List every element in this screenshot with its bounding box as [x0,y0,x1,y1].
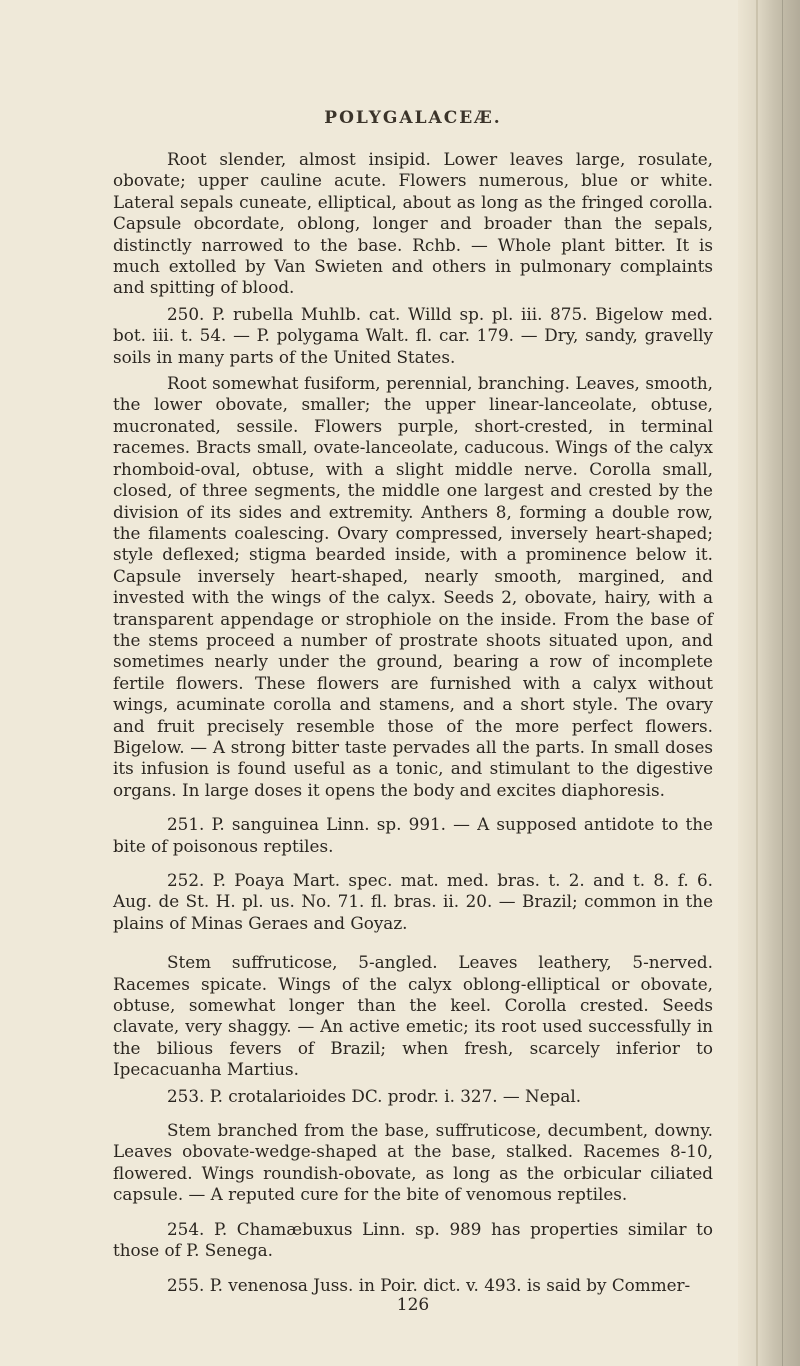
entry-255-venenosa: 255. P. venenosa Juss. in Poir. dict. v. 493. is said by Commer- [167,1274,691,1295]
page-edge-shadow [738,0,800,1366]
running-head: POLYGALACEÆ. [324,108,502,128]
entry-252-poaya: 252. P. Poaya Mart. spec. mat. med. bras. t. 2. and t. 8. f. 6. Aug. de St. H. pl. us. No. 71. fl. bras. ii. 20. — Brazil; common in the plains of Minas Geraes and Goyaz. [113,870,713,933]
entry-254-chamaebuxus: 254. P. Chamæbuxus Linn. sp. 989 has properties similar to those of P. Senega. [113,1218,713,1261]
entry-253-crotalarioides: 253. P. crotalarioides DC. prodr. i. 327. — Nepal. [167,1085,582,1106]
paragraph-rchb-description: Root slender, almost insipid. Lower leaves large, rosulate, obovate; upper cauline acute. Flowers numerous, blue or white. Lateral sepals cuneate, elliptical, about as long as the fringed corolla. Capsule obcordate, oblong, longer and broader than the sepals, distinctly narrowed to the base. Rchb. — Whole plant bitter. It is much extolled by Van Swieten and others in pulmonary complaints and spitting of blood. [113,149,713,298]
paragraph-poaya-description: Stem suffruticose, 5-angled. Leaves leathery, 5-nerved. Racemes spicate. Wings of the calyx oblong-elliptical or obovate, obtuse, somewhat longer than the keel. Corolla crested. Seeds clavate, very shaggy. — An active emetic; its root used successfully in the bilious fevers of Brazil; when fresh, scarcely inferior to Ipecacuanha Martius. [113,952,713,1080]
entry-250-rubella: 250. P. rubella Muhlb. cat. Willd sp. pl. iii. 875. Bigelow med. bot. iii. t. 54. — P. polygama Walt. fl. car. 179. — Dry, sandy, gravelly soils in many parts of the United States. [113,303,713,367]
paragraph-crotalarioides-description: Stem branched from the base, suffruticose, decumbent, downy. Leaves obovate-wedge-shaped at the base, stalked. Racemes 8-10, flowered. Wings roundish-obovate, as long as the orbicular ciliated capsule. — A reputed cure for the bite of venomous reptiles. [113,1120,713,1205]
entry-251-sanguinea: 251. P. sanguinea Linn. sp. 991. — A supposed antidote to the bite of poisonous reptiles. [113,814,713,856]
paragraph-rubella-description: Root somewhat fusiform, perennial, branching. Leaves, smooth, the lower obovate, smaller; the upper linear-lanceolate, obtuse, mucronated, sessile. Flowers purple, short-crested, in terminal racemes. Bracts small, ovate-lanceolate, caducous. Wings of the calyx rhomboid-oval, obtuse, with a slight middle nerve. Corolla small, closed, of three segments, the middle one largest and crested by the division of its sides and extremity. Anthers 8, forming a double row, the filaments coalescing. Ovary compressed, inversely heart-shaped; style deflexed; stigma bearded inside, with a prominence below it. Capsule inversely heart-shaped, nearly smooth, margined, and invested with the wings of the calyx. Seeds 2, obovate, hairy, with a transparent appendage or strophiole on the inside. From the base of the stems proceed a number of prostrate shoots situated upon, and sometimes nearly under the ground, bearing a row of incomplete fertile flowers. These flowers are furnished with a calyx without wings, acuminate corolla and stamens, and a short style. The ovary and fruit precisely resemble those of the more perfect flowers. Bigelow. — A strong bitter taste pervades all the parts. In small doses its infusion is found useful as a tonic, and stimulant to the digestive organs. In large doses it opens the body and excites diaphoresis. [113,373,713,800]
page-number: 126 [396,1294,430,1315]
book-page [113,108,713,1315]
